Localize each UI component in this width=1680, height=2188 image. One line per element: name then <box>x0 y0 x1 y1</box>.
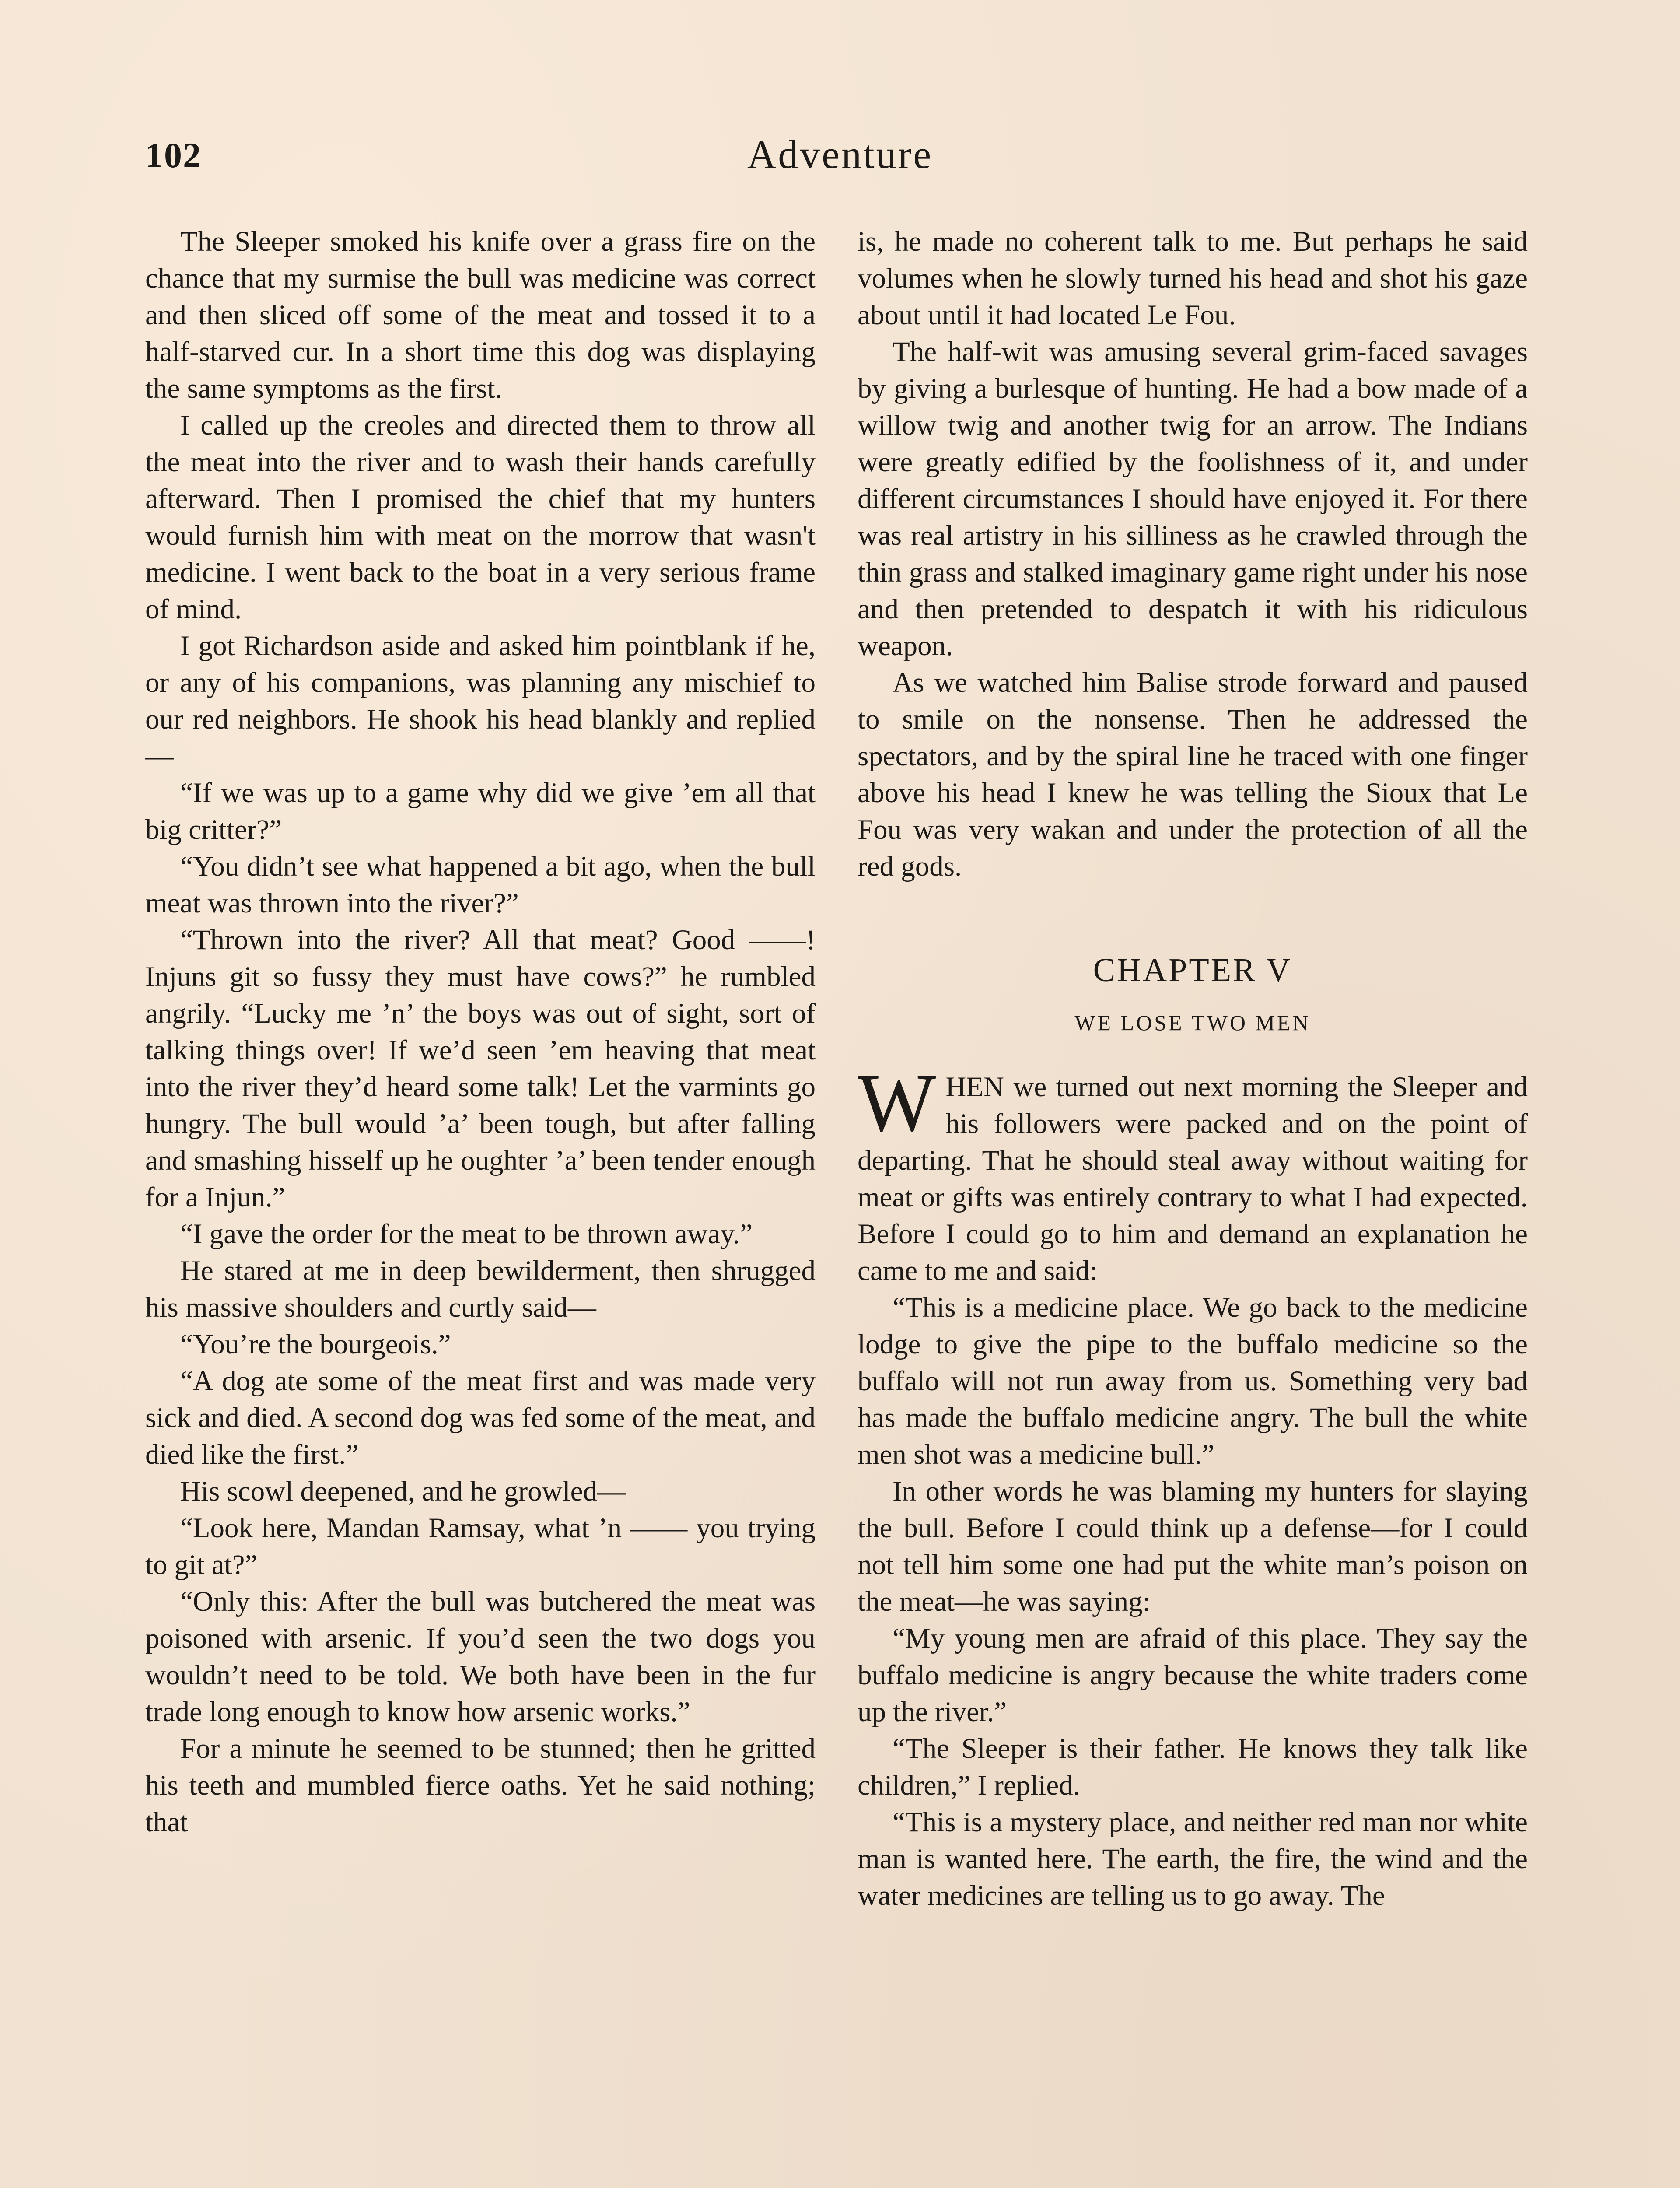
paragraph: As we watched him Balise strode forward and paused to smile on the nonsense. Then he addressed the spectators, and by the spiral line he traced with one finger above his head I knew he was telling the Sioux that Le Fou was very wakan and under the protection of all the red gods. <box>858 667 1528 882</box>
paragraph: In other words he was blaming my hunters for slaying the bull. Before I could think up a defense—for I could not tell him some one had put the white man’s poison on the meat—he was saying: <box>858 1476 1528 1617</box>
paragraph: is, he made no coherent talk to me. But perhaps he said volumes when he slowly turned his head and shot his gaze about until it had located Le Fou. <box>858 226 1528 331</box>
drop-cap: W <box>858 1057 936 1149</box>
paragraph: I called up the creoles and directed them to throw all the meat into the river and to wash their hands carefully afterward. Then I promised the chief that my hunters would furnish him with meat on the morrow that wasn't medicine. I went back to the boat in a very serious frame of mind. <box>145 410 816 625</box>
paragraph: “This is a medicine place. We go back to the medicine lodge to give the pipe to the buffalo medicine so the buffalo will not run away from us. Something very bad has made the buffalo medicine angry. The bull the white men shot was a medicine bull.” <box>858 1292 1528 1470</box>
chapter-subtitle: WE LOSE TWO MEN <box>1074 1010 1311 1035</box>
paragraph: “A dog ate some of the meat first and was made very sick and died. A second dog was fed some of the meat, and died like the first.” <box>145 1365 816 1470</box>
paragraph: “This is a mystery place, and neither red man nor white man is wanted here. The earth, the fire, the wind and the water medicines are telling us to go away. The <box>858 1806 1528 1911</box>
paragraph: “If we was up to a game why did we give ’em all that big critter?” <box>145 777 816 845</box>
paragraph: “You didn’t see what happened a bit ago, when the bull meat was thrown into the river?” <box>145 851 816 919</box>
page-number: 102 <box>145 135 202 175</box>
paragraph: “You’re the bourgeois.” <box>180 1329 451 1360</box>
running-title: Adventure <box>747 132 933 177</box>
paragraph: The Sleeper smoked his knife over a grass fire on the chance that my surmise the bull was medicine was correct and then sliced off some of the meat and tossed it to a half-starved cur. In a short time this dog was displaying the same symptoms as the first. <box>145 226 816 404</box>
paragraph: “Only this: After the bull was butchered the meat was poisoned with arsenic. If you’d seen the two dogs you wouldn’t need to be told. We both have been in the fur trade long enough to know how arsenic works.” <box>145 1586 816 1728</box>
paragraph: “The Sleeper is their father. He knows they talk like children,” I replied. <box>858 1733 1528 1801</box>
paragraph: “My young men are afraid of this place. They say the buffalo medicine is angry because the white traders come up the river.” <box>858 1623 1528 1728</box>
paragraph: For a minute he seemed to be stunned; then he gritted his teeth and mumbled fierce oaths. Yet he said nothing; that <box>145 1733 816 1838</box>
chapter-title: CHAPTER V <box>1093 952 1292 989</box>
paragraph: His scowl deepened, and he growled— <box>180 1476 626 1507</box>
left-column <box>145 223 816 2188</box>
paragraph: He stared at me in deep bewilderment, then shrugged his massive shoulders and curtly said— <box>145 1255 816 1323</box>
right-column <box>858 223 1528 2188</box>
paragraph: “I gave the order for the meat to be thrown away.” <box>180 1218 752 1250</box>
paragraph: “Look here, Mandan Ramsay, what ’n —— you trying to git at?” <box>145 1512 816 1581</box>
paragraph: I got Richardson aside and asked him pointblank if he, or any of his companions, was planning any mischief to our red neighbors. He shook his head blankly and replied— <box>145 630 816 772</box>
opening-text: HEN we turned out next morning the Sleeper and his followers were packed and on the point of departing. That he should steal away without waiting for meat or gifts was entirely contrary to what I had expected. Before I could go to him and demand an explanation he came to me and said: <box>858 1071 1528 1287</box>
chapter-opening-paragraph <box>858 1057 1528 1289</box>
paragraph: The half-wit was amusing several grim-faced savages by giving a burlesque of hunting. He had a bow made of a willow twig and another twig for an arrow. The Indians were greatly edified by the foolishness of it, and under different circumstances I should have enjoyed it. For there was real artistry in his silliness as he crawled through the thin grass and stalked imaginary game right under his nose and then pretended to despatch it with his ridiculous weapon. <box>858 336 1528 662</box>
paragraph: “Thrown into the river? All that meat? Good ——! Injuns git so fussy they must have cows?” he rumbled angrily. “Lucky me ’n’ the boys was out of sight, sort of talking things over! If we’d seen ’em heaving that meat into the river they’d heard some talk! Let the varmints go hungry. The bull would ’a’ been tough, but after falling and smashing hisself up he oughter ’a’ been tender enough for a Injun.” <box>145 924 816 1213</box>
page-header <box>145 131 1535 184</box>
